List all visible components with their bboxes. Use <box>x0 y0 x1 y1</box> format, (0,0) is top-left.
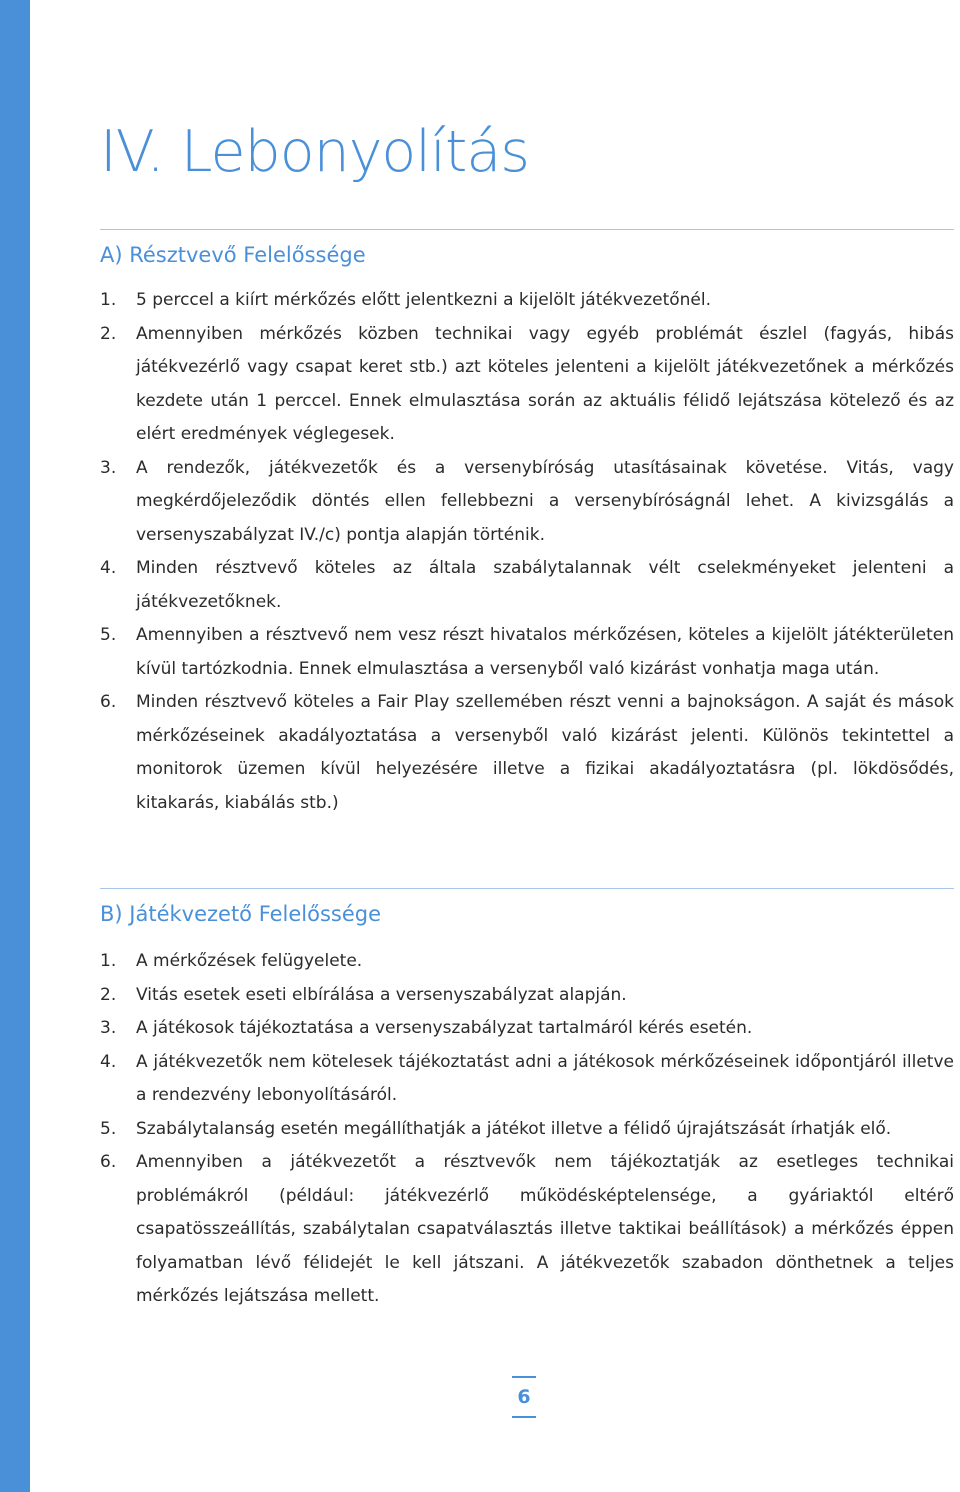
list-item-number: 2. <box>100 323 117 344</box>
list-item-text: Minden résztvevő köteles az általa szabálytalannak vélt cselekményeket jelenteni a játékvezetőknek. <box>136 558 954 612</box>
section-b-list <box>100 945 954 1314</box>
page-title: IV. Lebonyolítás <box>100 119 529 185</box>
list-item-text: Amennyiben a játékvezetőt a résztvevők nem tájékoztatják az esetleges technikai problémákról (például: játékvezérlő működésképtelensége, a gyáriaktól eltérő csapatösszeállítás, szabálytalan csapatválasztás illetve taktikai beállítások) a mérkőzés éppen folyamatban lévő félidejét le kell játszani. A játékvezetők szabadon dönthetnek a teljes mérkőzés lejátszása mellett. <box>136 1152 954 1306</box>
list-item <box>100 619 954 686</box>
list-item <box>100 1113 954 1147</box>
list-item <box>100 979 954 1013</box>
list-item <box>100 1012 954 1046</box>
list-item-text: Minden résztvevő köteles a Fair Play szellemében részt venni a bajnokságon. A saját és mások mérkőzéseinek akadályoztatása a versenyből való kizárást jelenti. Különös tekintettel a monitorok üzemen kívül helyezésére illetve a fizikai akadályoztatásra (pl. lökdösődés, kitakarás, kiabálás stb.) <box>136 692 954 813</box>
section-a-divider <box>100 229 954 230</box>
list-item-number: 2. <box>100 984 117 1005</box>
list-item <box>100 284 954 318</box>
list-item-number: 5. <box>100 625 117 645</box>
list-item-number: 4. <box>100 558 117 578</box>
section-b-heading: B) Játékvezető Felelőssége <box>100 902 382 926</box>
list-item-text: A rendezők, játékvezetők és a versenybíróság utasításainak követése. Vitás, vagy megkérdőjeleződik döntés ellen fellebbezni a versenybíróságnál lehet. A kivizsgálás a versenyszabályzat IV./c) pontja alapján történik. <box>136 457 954 545</box>
list-item-text: A mérkőzések felügyelete. <box>136 951 363 971</box>
section-a-list <box>100 284 954 820</box>
side-accent-bar <box>0 0 30 1492</box>
list-item-text: A játékvezetők nem kötelesek tájékoztatást adni a játékosok mérkőzéseinek időpontjáról illetve a rendezvény lebonyolításáról. <box>136 1051 954 1105</box>
list-item-text: Amennyiben mérkőzés közben technikai vagy egyéb problémát észlel (fagyás, hibás játékvezérlő vagy csapat keret stb.) azt köteles jelenteni a kijelölt játékvezetőnek a mérkőzés kezdete után 1 perccel. Ennek elmulasztása során az aktuális félidő lejátszása kötelező és az elért eredmények véglegesek. <box>136 323 954 444</box>
list-item-text: 5 perccel a kiírt mérkőzés előtt jelentkezni a kijelölt játékvezetőnél. <box>136 290 712 310</box>
list-item-number: 6. <box>100 692 117 712</box>
page-number: 6 <box>517 1386 531 1408</box>
list-item <box>100 945 954 979</box>
list-item-text: Szabálytalanság esetén megállíthatják a játékot illetve a félidő újrajátszását írhatják elő. <box>136 1118 892 1139</box>
list-item-number: 3. <box>100 1018 117 1038</box>
list-item <box>100 552 954 619</box>
list-item <box>100 318 954 452</box>
list-item-text: A játékosok tájékoztatása a versenyszabályzat tartalmáról kérés esetén. <box>136 1018 753 1038</box>
list-item-text: Amennyiben a résztvevő nem vesz részt hivatalos mérkőzésen, köteles a kijelölt játékterületen kívül tartózkodnia. Ennek elmulasztása a versenyből való kizárást vonhatja maga után. <box>136 625 954 679</box>
list-item <box>100 452 954 553</box>
list-item-number: 5. <box>100 1118 117 1139</box>
list-item-number: 3. <box>100 457 117 478</box>
list-item-text: Vitás esetek eseti elbírálása a versenyszabályzat alapján. <box>136 984 627 1005</box>
list-item <box>100 686 954 820</box>
page-footer <box>512 1376 536 1418</box>
list-item <box>100 1046 954 1113</box>
section-b-divider <box>100 888 954 889</box>
list-item-number: 6. <box>100 1152 117 1172</box>
section-a-heading: A) Résztvevő Felelőssége <box>100 243 366 267</box>
list-item <box>100 1146 954 1314</box>
list-item-number: 1. <box>100 290 117 310</box>
list-item-number: 4. <box>100 1051 117 1072</box>
list-item-number: 1. <box>100 951 117 971</box>
page-number-rule-bottom <box>512 1416 536 1418</box>
